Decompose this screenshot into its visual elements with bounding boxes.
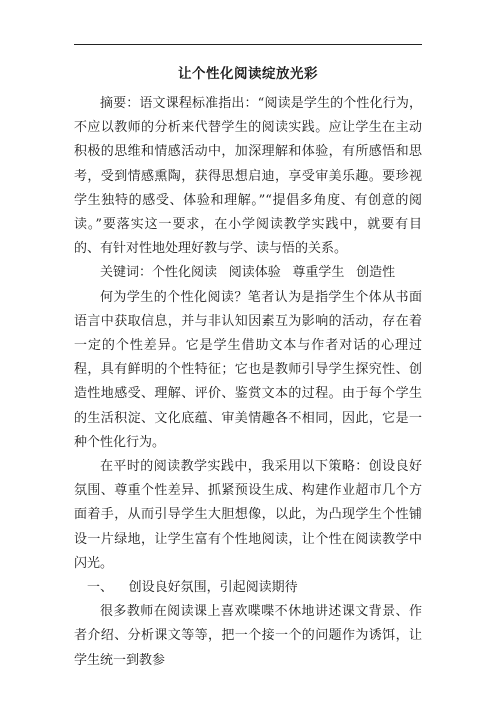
keywords-paragraph — [74, 261, 422, 285]
section-number: 一、 — [87, 580, 114, 596]
keyword: 尊重学生 — [292, 265, 345, 281]
keyword: 个性化阅读 — [152, 265, 218, 281]
header-rule — [74, 44, 422, 45]
keyword: 阅读体验 — [228, 265, 281, 281]
abstract-paragraph: 摘要：语文课程标准指出：“阅读是学生的个性化行为，不应以教师的分析来代替学生的阅读实践。应让学生在主动积极的思维和情感活动中，加深理解和体验，有所感悟和思考，受到情感熏陶，获得思想启迪，享受审美乐趣。要珍视学生独特的感受、体验和理解。”“提倡多角度、有创意的阅读。”要落实这一要求，在小学阅读教学实践中，就要有目的、有针对性地处理好教与学、读与悟的关系。 — [74, 96, 422, 257]
keyword: 创造性 — [356, 265, 396, 281]
body-paragraph: 何为学生的个性化阅读？笔者认为是指学生个体从书面语言中获取信息，并与非认知因素互为影响的活动，存在着一定的个性差异。它是学生借助文本与作者对话的心理过程，具有鲜明的个性特征；它也是教师引导学生探究性、创造性地感受、理解、评价、鉴赏文本的过程。由于每个学生的生活积淀、文化底蕴、审美情趣各不相同，因此，它是一种个性化行为。 — [74, 289, 422, 450]
keywords-label: 关键词： — [100, 265, 153, 281]
document-title: 让个性化阅读绽放光彩 — [178, 66, 318, 82]
body-paragraph: 在平时的阅读教学实践中，我采用以下策略：创设良好氛围、尊重个性差异、抓紧预设生成、构建作业超市几个方面着手，从而引导学生大胆想像，以此，为凸现学生个性铺设一片绿地，让学生富有个性地阅读，让个性在阅读教学中闪光。 — [74, 459, 422, 571]
section-title: 创设良好氛围，引起阅读期待 — [128, 580, 298, 596]
body-paragraph: 很多教师在阅读课上喜欢喋喋不休地讲述课文背景、作者介绍、分析课文等等，把一个接一个的问题作为诱饵，让学生统一到教参 — [74, 604, 422, 668]
document-body — [74, 92, 422, 673]
section-heading — [74, 576, 422, 600]
